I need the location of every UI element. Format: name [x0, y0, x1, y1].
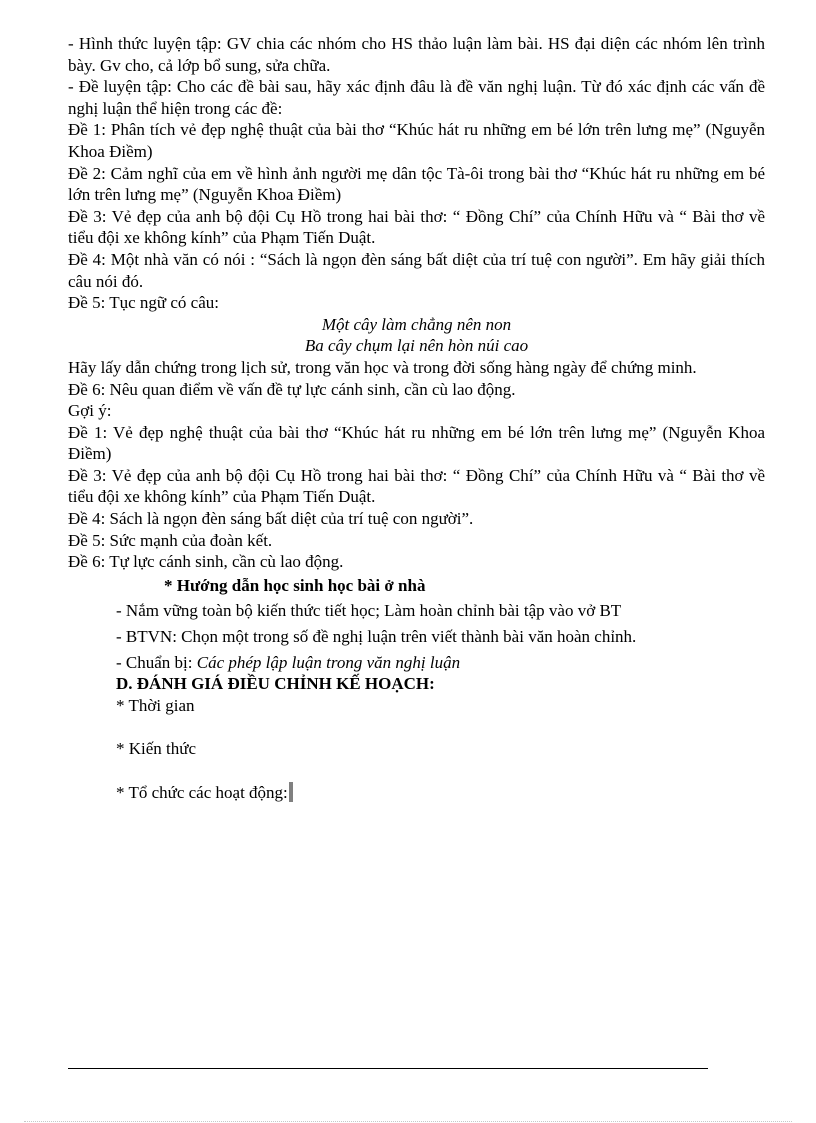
topic-5: Đề 5: Tục ngữ có câu: [68, 293, 219, 313]
practice-form-paragraph: - Hình thức luyện tập: GV chia các nhóm cho HS thảo luận làm bài. HS đại diện các nhóm lên trình bày. Gv cho, cả lớp bổ sung, sửa chữa. [68, 34, 765, 75]
evaluation-time: * Thời gian [116, 695, 195, 715]
hint-1: Đề 1: Vẻ đẹp nghệ thuật của bài thơ “Khúc hát ru những em bé lớn trên lưng mẹ” (Nguyễn Khoa Điềm) [68, 422, 765, 464]
homework-item-1: - Nắm vững toàn bộ kiến thức tiết học; Làm hoàn chỉnh bài tập vào vở BT [116, 601, 622, 621]
topic-4: Đề 4: Một nhà văn có nói : “Sách là ngọn đèn sáng bất diệt của trí tuệ con người”. Em hãy giải thích câu nói đó. [68, 249, 765, 291]
evaluation-knowledge: * Kiến thức [116, 739, 197, 759]
practice-topic-paragraph: - Đề luyện tập: Cho các đề bài sau, hãy xác định đâu là đề văn nghị luận. Từ đó xác định các vấn đề nghị luận thể hiện trong các đề: [68, 77, 765, 118]
blank-line [68, 716, 765, 738]
footer-rule [68, 1068, 708, 1069]
topic-1: Đề 1: Phân tích vẻ đẹp nghệ thuật của bài thơ “Khúc hát ru những em bé lớn trên lưng mẹ” (Nguyễn Khoa Điềm) [68, 120, 765, 161]
document-body [68, 33, 765, 804]
topic-5-task: Hãy lấy dẫn chứng trong lịch sử, trong văn học và trong đời sống hàng ngày để chứng minh. [68, 357, 697, 377]
topic-3: Đề 3: Vẻ đẹp của anh bộ đội Cụ Hồ trong hai bài thơ: “ Đồng Chí” của Chính Hữu và “ Bài thơ về tiểu đội xe không kính” của Phạm Tiến Duật. [68, 206, 765, 248]
topic-2: Đề 2: Cảm nghĩ của em về hình ảnh người mẹ dân tộc Tà-ôi trong bài thơ “Khúc hát ru những em bé lớn trên lưng mẹ” (Nguyễn Khoa Điềm) [68, 163, 765, 205]
hint-label: Gợi ý: [68, 401, 112, 421]
evaluation-heading: D. ĐÁNH GIÁ ĐIỀU CHỈNH KẾ HOẠCH: [116, 674, 435, 694]
homework-item-2: - BTVN: Chọn một trong số đề nghị luận trên viết thành bài văn hoàn chỉnh. [116, 627, 637, 647]
prepare-topic: Các phép lập luận trong văn nghị luận [196, 652, 461, 672]
hint-3: Đề 3: Vẻ đẹp của anh bộ đội Cụ Hồ trong hai bài thơ: “ Đồng Chí” của Chính Hữu và “ Bài thơ về tiểu đội xe không kính” của Phạm Tiến Duật. [68, 465, 765, 507]
hint-4: Đề 4: Sách là ngọn đèn sáng bất diệt của trí tuệ con người”. [68, 509, 474, 529]
homework-heading: * Hướng dẫn học sinh học bài ở nhà [164, 575, 426, 595]
evaluation-activities-line [116, 782, 765, 804]
proverb-line-2: Ba cây chụm lại nên hòn núi cao [304, 336, 529, 356]
page-bottom-edge [24, 1121, 792, 1122]
evaluation-activities: * Tổ chức các hoạt động: [116, 783, 288, 802]
hint-5: Đề 5: Sức mạnh của đoàn kết. [68, 530, 273, 550]
proverb-line-1: Một cây làm chẳng nên non [321, 314, 512, 334]
homework-item-3 [116, 652, 765, 674]
topic-6: Đề 6: Nêu quan điểm về vấn đề tự lực cánh sinh, cần cù lao động. [68, 379, 516, 399]
blank-line [68, 760, 765, 782]
hint-6: Đề 6: Tự lực cánh sinh, cần cù lao động. [68, 552, 344, 572]
prepare-label: - Chuẩn bị: [116, 652, 197, 672]
text-cursor[interactable] [289, 782, 293, 802]
